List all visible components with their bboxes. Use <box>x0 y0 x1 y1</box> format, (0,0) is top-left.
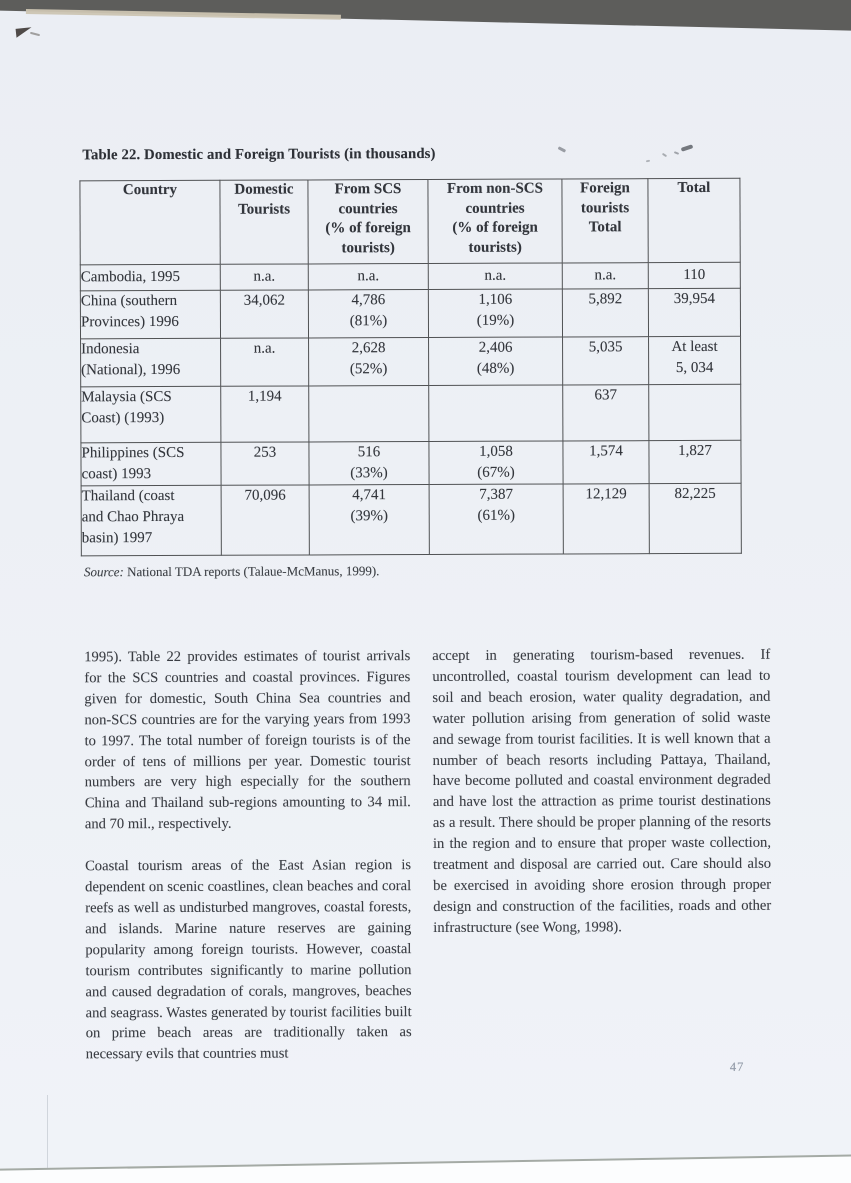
table-cell: Cambodia, 1995 <box>80 264 220 291</box>
table-cell: n.a. <box>562 263 648 289</box>
table-cell <box>649 384 741 440</box>
body-column-right <box>432 645 771 939</box>
table-title: Table 22. Domestic and Foreign Tourists (in thousands) <box>82 145 436 164</box>
table-cell: 4,786 (81%) <box>308 289 428 337</box>
table-header-cell: Foreign tourists Total <box>562 179 648 263</box>
table-row <box>81 440 741 486</box>
body-column-left <box>84 646 412 1065</box>
table-cell: 4,741 (39%) <box>309 484 429 554</box>
table-cell <box>309 385 429 441</box>
table-source <box>84 563 380 580</box>
table-cell: 7,387 (61%) <box>429 484 563 555</box>
table-cell: 82,225 <box>649 483 741 553</box>
table-cell: 1,106 (19%) <box>428 289 562 338</box>
table-cell: China (southern Provinces) 1996 <box>80 290 220 339</box>
table-header-cell: From SCS countries (% of foreign tourists) <box>308 179 428 263</box>
table-row <box>81 384 741 443</box>
table-cell: 2,628 (52%) <box>309 337 429 385</box>
page-number: 47 <box>729 1059 745 1074</box>
body-paragraph: accept in generating tourism-based revenues. If uncontrolled, coastal tourism development can lead to soil and beach erosion, water quality degradation, and water pollution arising from generation of solid waste and sewage from tourist facilities. It is well known that a number of beach resorts including Pattaya, Thailand, have become polluted and coastal environment degraded and have lost the attraction as prime tourist destinations as a result. There should be proper planning of the resorts in the region and to ensure that proper waste collection, treatment and disposal are carried out. Care should also be exercised in avoiding shore erosion through proper design and construction of the facilities, roads and other infrastructure (see Wong, 1998). <box>432 646 772 936</box>
table-cell <box>429 385 563 442</box>
table-cell: n.a. <box>308 263 428 289</box>
table-body <box>80 262 741 556</box>
table-cell: 2,406 (48%) <box>429 337 563 386</box>
table-cell: 637 <box>563 385 649 441</box>
table-header-row <box>80 178 740 265</box>
table-cell: n.a. <box>220 264 308 290</box>
table-cell: n.a. <box>428 263 562 290</box>
source-label: Source: <box>83 564 124 580</box>
table-cell: 110 <box>648 262 740 288</box>
table-header-cell: From non-SCS countries (% of foreign tourists) <box>428 179 562 264</box>
table-cell: 516 (33%) <box>309 441 429 484</box>
table-cell: At least 5, 034 <box>649 336 741 384</box>
table-cell: Indonesia (National), 1996 <box>81 338 221 387</box>
table-cell: 70,096 <box>221 485 309 555</box>
table-cell: Thailand (coast and Chao Phraya basin) 1997 <box>81 485 221 556</box>
body-paragraph: 1995). Table 22 provides estimates of tourist arrivals for the SCS countries and coastal provinces. Figures given for domestic, South China Sea countries and non-SCS countries are for the varying years from 1993 to 1997. The total number of foreign tourists is of the order of tens of millions per year. Domestic tourist numbers are very high especially for the southern China and Thailand sub-regions amounting to 34 mil. and 70 mil., respectively. <box>84 648 411 833</box>
table-cell: n.a. <box>221 338 309 386</box>
table-cell: 5,035 <box>563 337 649 385</box>
table-cell: 34,062 <box>220 290 308 338</box>
table-cell: 39,954 <box>648 288 740 336</box>
table-header-cell: Country <box>80 180 220 265</box>
table-cell: 1,827 <box>649 440 741 483</box>
table-cell: 1,058 (67%) <box>429 441 563 485</box>
table-row <box>81 336 741 387</box>
table-cell: Philippines (SCS coast) 1993 <box>81 442 221 486</box>
table-cell: 12,129 <box>563 484 649 554</box>
table-cell: 1,574 <box>563 441 649 484</box>
table-row <box>80 262 740 291</box>
table-row <box>80 288 740 339</box>
table-row <box>81 483 741 556</box>
table-cell: 1,194 <box>221 386 309 442</box>
tourist-table <box>79 178 741 557</box>
source-text: National TDA reports (Talaue-McManus, 1999). <box>127 563 380 580</box>
table-header-cell: Domestic Tourists <box>220 180 308 264</box>
body-paragraph: Coastal tourism areas of the East Asian region is dependent on scenic coastlines, clean beaches and coral reefs as well as undisturbed mangroves, coastal forests, and islands. Marine nature reserves are gaining popularity among foreign tourists. However, coastal tourism contributes significantly to marine pollution and caused degradation of corals, mangroves, beaches and seagrass. Wastes generated by tourist facilities built on prime beach areas are traditionally taken as necessary evils that countries must <box>85 857 412 1063</box>
table-header-cell: Total <box>648 178 740 262</box>
table-cell: 253 <box>221 442 309 485</box>
table-cell: 5,892 <box>562 289 648 337</box>
page-crease <box>47 1095 48 1169</box>
table-cell: Malaysia (SCS Coast) (1993) <box>81 386 221 443</box>
